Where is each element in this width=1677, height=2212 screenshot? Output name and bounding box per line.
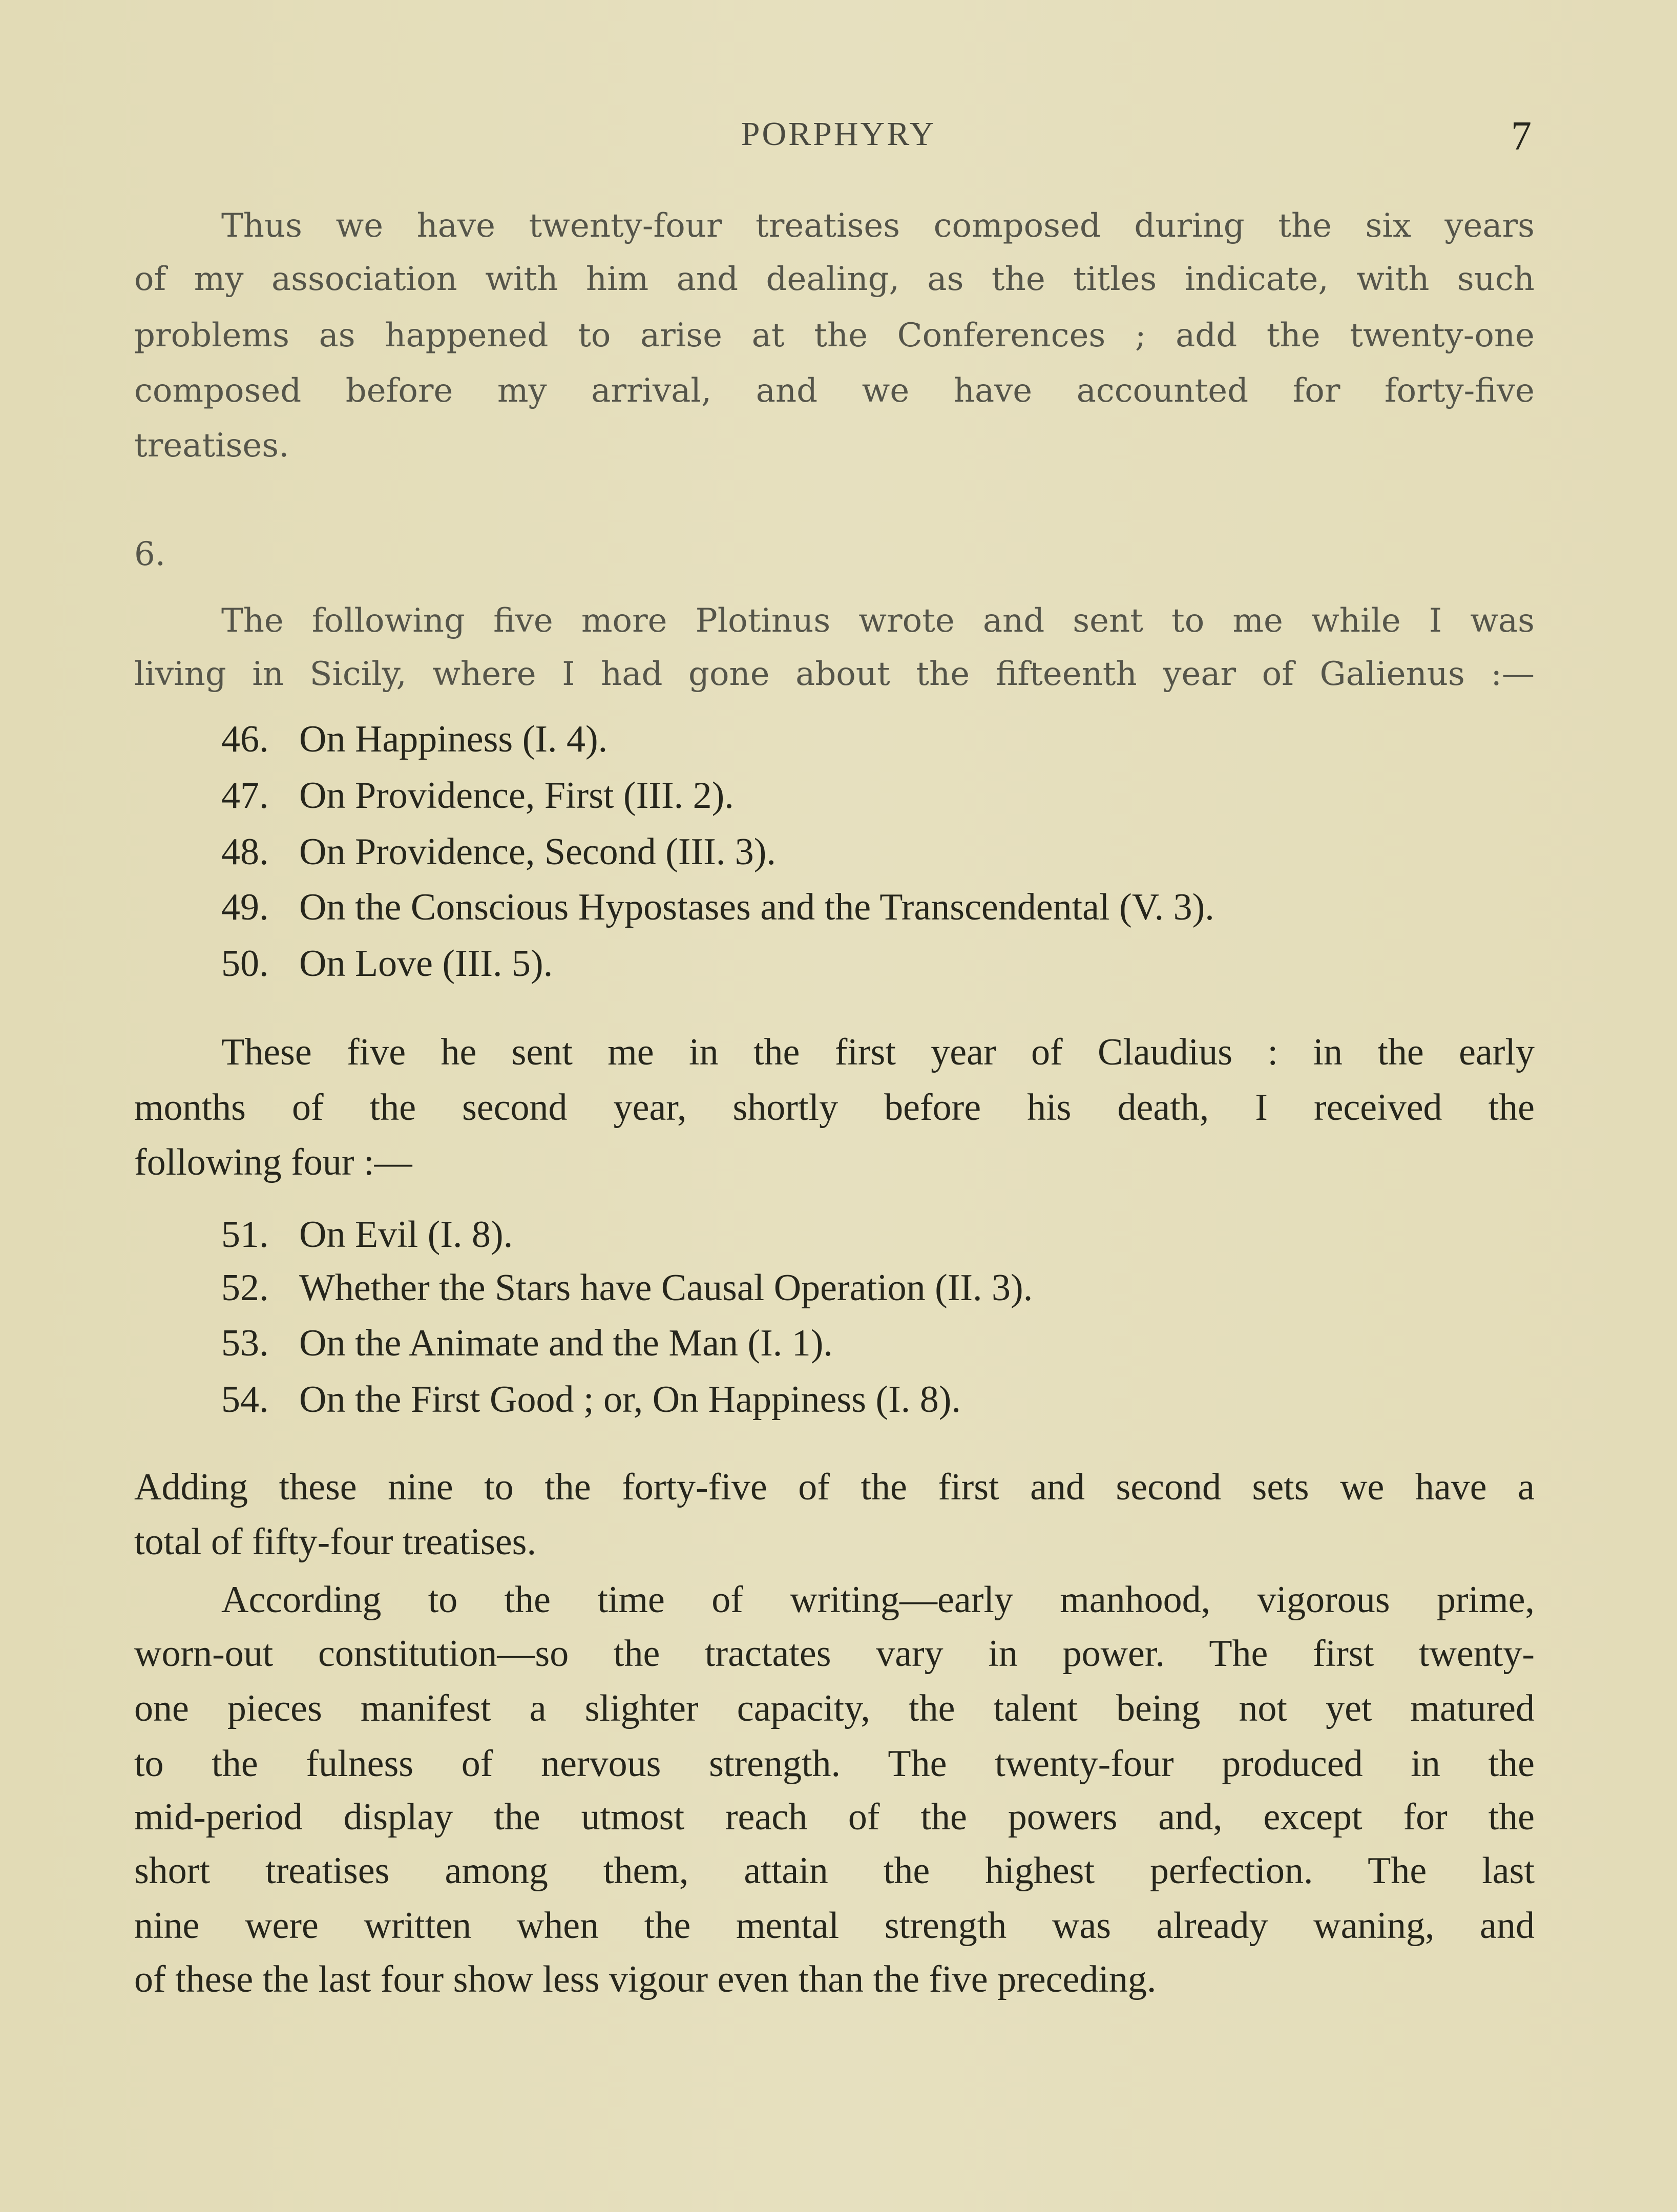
treatise-number: 49. [221, 886, 269, 928]
treatise-item [221, 1372, 961, 1427]
running-title: PORPHYRY [741, 115, 936, 153]
treatise-item [221, 824, 776, 880]
treatise-item [221, 712, 607, 767]
treatise-number: 48. [221, 831, 269, 873]
text-line: composed before my arrival, and we have accounted for forty-five [134, 372, 1535, 410]
text-line: living in Sicily, where I had gone about the fifteenth year of Galienus :— [134, 655, 1535, 693]
treatise-item [221, 936, 553, 991]
text-line: problems as happened to arise at the Conferences ; add the twenty-one [134, 317, 1535, 354]
treatise-title: On the Conscious Hypostases and the Transcendental (V. 3). [299, 886, 1214, 928]
treatise-number: 47. [221, 775, 269, 817]
text-line: worn-out constitution—so the tractates vary in power. The first twenty- [134, 1633, 1535, 1675]
treatise-item [221, 1207, 513, 1262]
text-line: of my association with him and dealing, as the titles indicate, with such [134, 260, 1535, 298]
treatise-title: On the Animate and the Man (I. 1). [299, 1322, 833, 1364]
treatise-number: 53. [221, 1322, 269, 1364]
text-line: mid-period display the utmost reach of the powers and, except for the [134, 1796, 1535, 1838]
treatise-item [221, 1260, 1033, 1316]
text-line: short treatises among them, attain the highest perfection. The last [134, 1850, 1535, 1892]
text-line: According to the time of writing—early manhood, vigorous prime, [221, 1579, 1535, 1621]
text-line: following four :— [134, 1141, 412, 1183]
treatise-item [221, 1316, 833, 1371]
treatise-title: On Evil (I. 8). [299, 1214, 513, 1256]
text-line: The following five more Plotinus wrote and sent to me while I was [221, 602, 1535, 640]
text-line: months of the second year, shortly before his death, I received the [134, 1087, 1535, 1129]
treatise-number: 50. [221, 943, 269, 985]
text-line: of these the last four show less vigour even than the five preceding. [134, 1958, 1157, 2000]
treatise-number: 51. [221, 1214, 269, 1256]
section-number: 6. [134, 535, 166, 573]
treatise-title: On Providence, First (III. 2). [299, 775, 734, 817]
text-line: nine were written when the mental strength was already waning, and [134, 1905, 1535, 1947]
text-line: These five he sent me in the first year of Claudius : in the early [221, 1031, 1535, 1073]
text-line: total of fifty-four treatises. [134, 1521, 536, 1563]
text-line: to the fulness of nervous strength. The twenty-four produced in the [134, 1743, 1535, 1785]
treatise-title: On Love (III. 5). [299, 943, 553, 985]
treatise-item [221, 880, 1214, 935]
treatise-number: 46. [221, 718, 269, 760]
treatise-title: On the First Good ; or, On Happiness (I. 8). [299, 1379, 961, 1421]
text-line: treatises. [134, 427, 289, 465]
treatise-title: On Providence, Second (III. 3). [299, 831, 776, 873]
treatise-number: 52. [221, 1267, 269, 1309]
treatise-title: Whether the Stars have Causal Operation (II. 3). [299, 1267, 1033, 1309]
treatise-title: On Happiness (I. 4). [299, 718, 608, 760]
treatise-item [221, 768, 734, 823]
text-line: Adding these nine to the forty-five of the first and second sets we have a [134, 1466, 1535, 1508]
page-number: 7 [1511, 114, 1532, 159]
text-line: one pieces manifest a slighter capacity, the talent being not yet matured [134, 1687, 1535, 1729]
treatise-number: 54. [221, 1379, 269, 1421]
text-line: Thus we have twenty-four treatises composed during the six years [221, 207, 1535, 245]
